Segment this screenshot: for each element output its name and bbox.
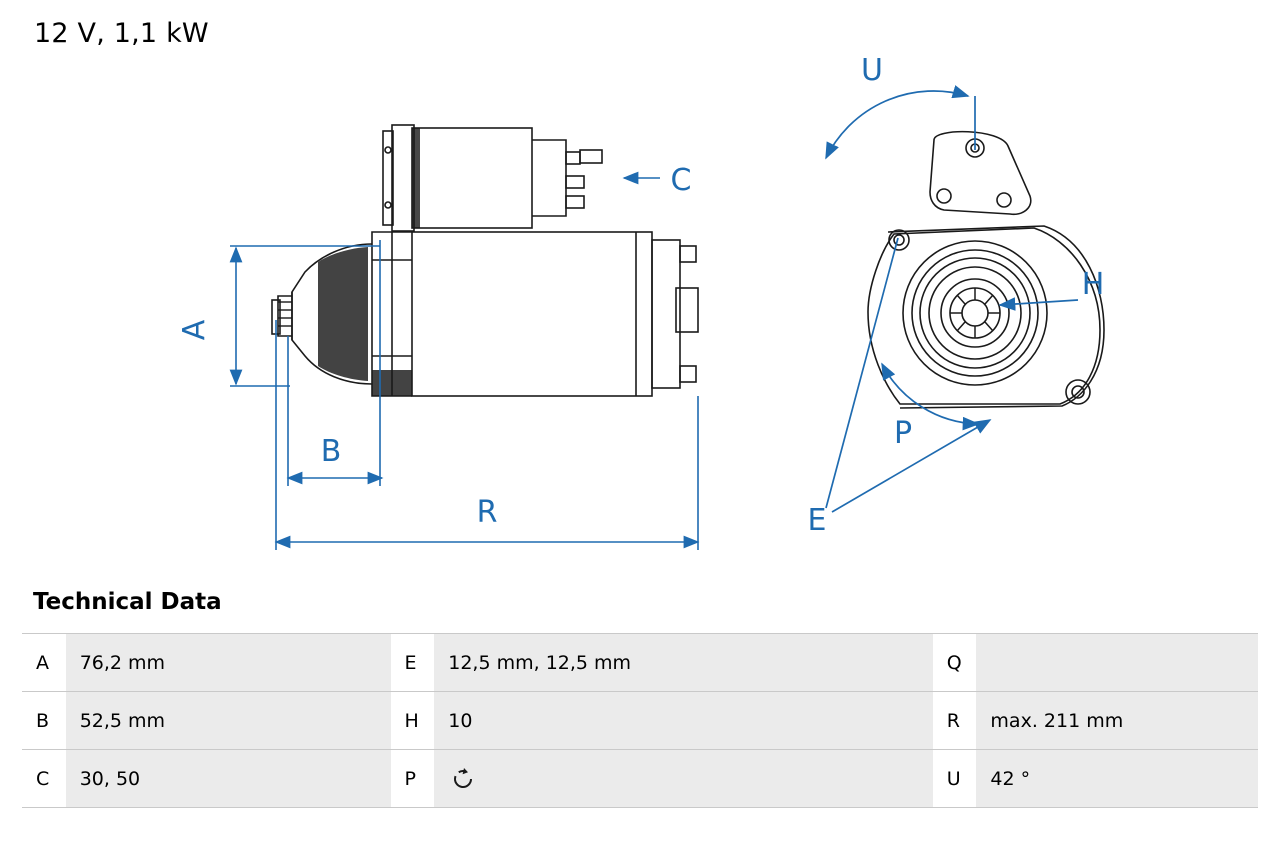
page-title: 12 V, 1,1 kW xyxy=(34,18,209,49)
row-value-b: 52,5 mm xyxy=(66,692,391,750)
row-key-h: H xyxy=(391,692,435,750)
dimension-labels xyxy=(177,163,691,530)
dimension-lines xyxy=(230,178,698,550)
technical-data-heading: Technical Data xyxy=(33,589,222,615)
starter-side-view xyxy=(272,125,698,396)
row-value-e: 12,5 mm, 12,5 mm xyxy=(434,634,932,692)
row-key-c: C xyxy=(22,750,66,808)
row-key-b: B xyxy=(22,692,66,750)
row-key-p: P xyxy=(391,750,435,808)
label-a: A xyxy=(177,319,212,341)
rotation-direction-icon xyxy=(448,764,478,794)
row-value-h: 10 xyxy=(434,692,932,750)
label-c: C xyxy=(670,163,692,198)
row-value-r: max. 211 mm xyxy=(976,692,1258,750)
row-key-u: U xyxy=(933,750,977,808)
label-e: E xyxy=(807,503,827,538)
label-r: R xyxy=(476,495,498,530)
row-key-e: E xyxy=(391,634,435,692)
table-row xyxy=(22,750,1258,808)
label-u: U xyxy=(861,53,883,88)
table-row xyxy=(22,634,1258,692)
row-key-a: A xyxy=(22,634,66,692)
technical-data-table xyxy=(22,633,1258,808)
label-b: B xyxy=(320,434,342,469)
row-key-q: Q xyxy=(933,634,977,692)
angle-labels xyxy=(808,53,1105,538)
row-value-u: 42 ° xyxy=(976,750,1258,808)
row-value-q xyxy=(976,634,1258,692)
row-value-a: 76,2 mm xyxy=(66,634,391,692)
row-key-r: R xyxy=(933,692,977,750)
label-h: H xyxy=(1081,267,1105,302)
table-row xyxy=(22,692,1258,750)
row-value-p xyxy=(434,750,932,808)
starter-flange-view xyxy=(868,132,1104,408)
row-value-c: 30, 50 xyxy=(66,750,391,808)
label-p: P xyxy=(893,416,913,451)
